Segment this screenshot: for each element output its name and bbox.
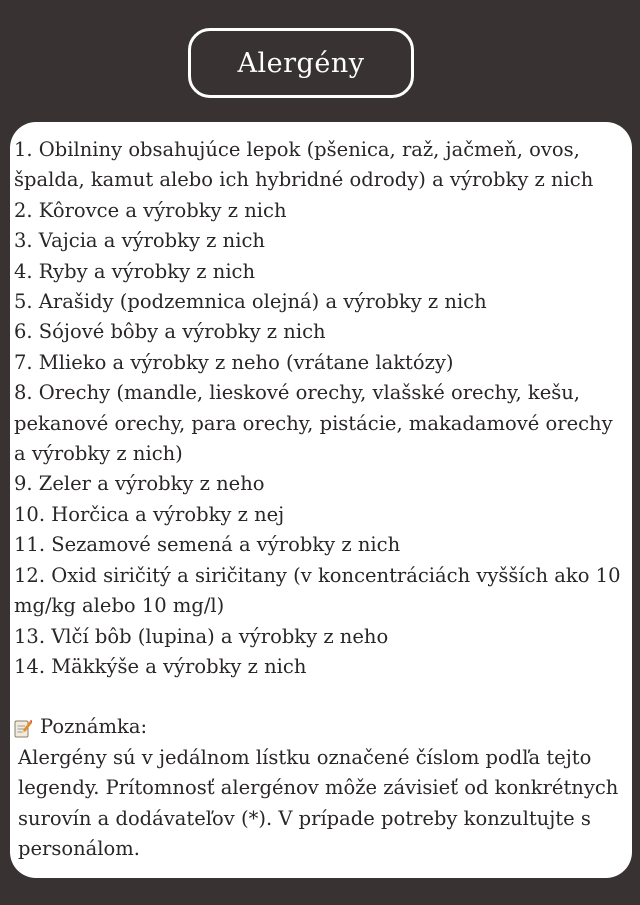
allergen-item-12: 12. Oxid siričitý a siričitany (v koncentráciách vyšších ako 10 mg/kg alebo 10 mg/l) <box>14 563 621 618</box>
allergen-item-8: 8. Orechy (mandle, lieskové orechy, vlašské orechy, kešu, pekanové orechy, para orechy, pistácie, makadamové orechy a výrobky z nich) <box>14 381 613 466</box>
allergen-list <box>14 135 624 682</box>
allergen-item-2: 2. Kôrovce a výrobky z nich <box>14 198 287 222</box>
allergen-item-1: 1. Obilniny obsahujúce lepok (pšenica, raž, jačmeň, ovos, špalda, kamut alebo ich hybridné odrody) a výrobky z nich <box>14 138 594 192</box>
allergen-item-9: 9. Zeler a výrobky z neho <box>14 472 265 496</box>
allergen-item-5: 5. Arašidy (podzemnica olejná) a výrobky z nich <box>14 290 487 314</box>
allergen-item-6: 6. Sójové bôby a výrobky z nich <box>14 320 326 344</box>
allergen-item-14: 14. Mäkkýše a výrobky z nich <box>14 654 307 678</box>
note-heading: Poznámka: <box>40 715 148 739</box>
note-section <box>14 712 624 864</box>
allergen-card <box>10 122 632 878</box>
allergen-item-4: 4. Ryby a výrobky z nich <box>14 259 256 283</box>
memo-icon <box>14 718 32 738</box>
allergen-item-7: 7. Mlieko a výrobky z neho (vrátane laktózy) <box>14 350 454 374</box>
page-title <box>188 28 414 98</box>
allergen-item-10: 10. Horčica a výrobky z nej <box>14 502 285 526</box>
allergen-item-13: 13. Vlčí bôb (lupina) a výrobky z neho <box>14 624 389 648</box>
page-title-text: Alergény <box>237 47 365 79</box>
note-text: Alergény sú v jedálnom lístku označené číslom podľa tejto legendy. Prítomnosť alergénov môže závisieť od konkrétnych surovín a dodávateľov (*). V prípade potreby konzultujte s personálom. <box>18 745 619 860</box>
allergen-item-3: 3. Vajcia a výrobky z nich <box>14 229 265 253</box>
allergen-item-11: 11. Sezamové semená a výrobky z nich <box>14 533 401 557</box>
note-header <box>14 712 624 742</box>
